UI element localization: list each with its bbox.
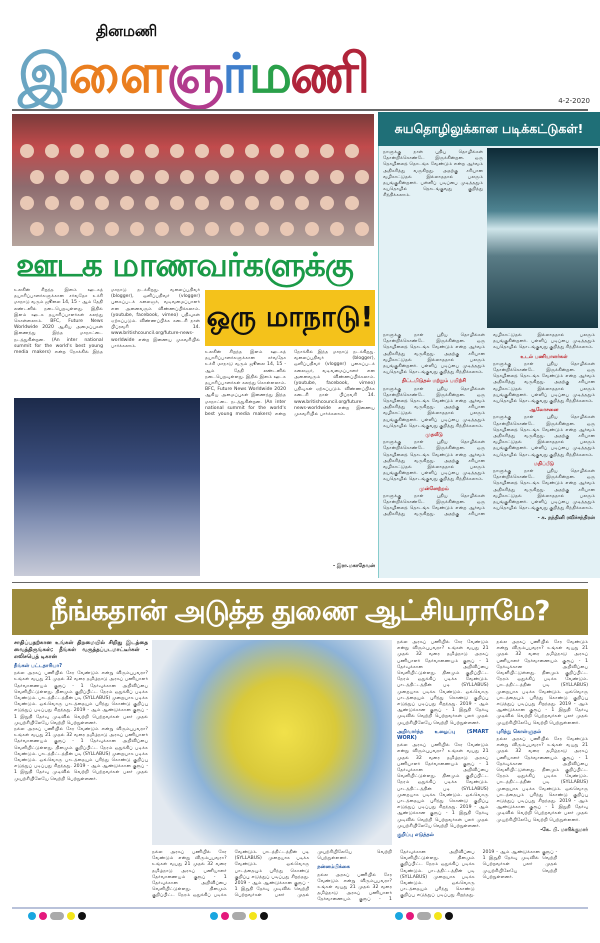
story2-subhead: ஆலோசனை — [529, 407, 559, 414]
audience-member — [80, 170, 94, 184]
story2-subhead: முதலீடு — [425, 432, 443, 439]
logo-letter: ம — [248, 42, 291, 105]
audience-member — [280, 222, 294, 236]
audience-member — [80, 222, 94, 236]
story3-quote: சாதிப்பதற்கான உங்கள் திறமையில் சிறிது இடத்தை வைத்திருங்கள்; நீங்கள் வருத்தப்படமாட்டீர்கள் - எலிசபெத் டிகான் — [14, 640, 148, 660]
registration-dot — [28, 912, 36, 920]
section-divider — [12, 582, 588, 583]
registration-dot — [395, 912, 403, 920]
audience-member — [45, 144, 59, 158]
story1-body-b: உலகின் சிறந்த இளம் ஊடகத் தயாரிப்பாளர்களுக்கான சர்வதேச உச்சி மாநாடு வரும் ஜூலை 14, 15 - ஆம் தேதி லண்டனில் நடைபெறவுள்ளது. இதில் இளம் ஊடக தயாரிப்பாளர்கள் கலந்து கொள்ளலாம். BFC, Future News Worldwide 2020 ஆகிய அமைப்புகள் இணைந்து இந்த மாநாட்டை நடத்துகின்றன. (An inter national summit for the world's best young media makers) என்ற நோக்கில் இந்த மாநாடு நடக்கிறது. வலைப்பதிவர் (blogger), ஒளிப்பதிவர் (vlogger) புகைப்படக் கலைஞர், வடிவமைப்பாளர் என அனைவரும் விண்ணப்பிக்கலாம். (youtube, facebook, vimeo) பதிவுகள் ஏற்கப்படும். விண்ணப்பிக்க கடைசி நாள் பிப்ரவரி 14. www.britishcouncil.org/future-news-worldwide என்ற இணைய முகவரியில் பார்க்கலாம். — [205, 350, 375, 418]
registration-dot — [50, 912, 64, 920]
story2-columns — [383, 333, 595, 573]
audience-member — [55, 222, 69, 236]
audience-member — [305, 222, 319, 236]
registration-dot — [406, 912, 414, 920]
audience-member — [345, 196, 359, 210]
registration-marks — [395, 912, 453, 920]
audience-member — [230, 170, 244, 184]
story2-body-a: நாளுக்கு நாள் புதிய தொழில்கள் தோன்றிக்கொண்டே இருக்கின்றன. ஒரு தொழிலைத் தொடங்க வேண்டும் என்ற ஆர்வம் அதிகரித்து வருகிறது. அதற்கு சரியான வழிகாட்டுதல் இல்லாததால் பலரும் தயங்குகின்றனர். பள்ளிப் படிப்பை முடித்ததும் சுயதொழில் தொடங்குவது குறித்து சிந்திக்கலாம். — [383, 150, 483, 199]
story2-para: நாளுக்கு நாள் புதிய தொழில்கள் தோன்றிக்கொண்டே இருக்கின்றன. ஒரு தொழிலைத் தொடங்க வேண்டும் என்ற ஆர்வம் அதிகரித்து வருகிறது. அதற்கு சரியான வழிகாட்டுதல் இல்லாததால் பலரும் தயங்குகின்றனர். பள்ளிப் படிப்பை முடித்ததும் சுயதொழில் தொடங்குவது குறித்து சிந்திக்கலாம். — [383, 333, 595, 518]
logo-letter: ளை — [68, 42, 167, 105]
audience-member — [155, 222, 169, 236]
audience-member — [345, 144, 359, 158]
story3-byline: -கே. பி. மாரிக்குமார் — [540, 826, 588, 833]
audience-member — [45, 196, 59, 210]
logo-letter: ணி — [290, 42, 369, 105]
registration-dot — [260, 912, 268, 920]
story1-headline: ஊடக மாணவர்களுக்கு — [16, 245, 353, 284]
audience-member — [255, 170, 269, 184]
story3-under-image — [152, 850, 558, 905]
story3-subhead: அறிவார்ந்த உழைப்பு (SMART WORK) — [397, 728, 489, 742]
publisher-name: தினமணி — [96, 22, 158, 40]
story3-right-columns — [397, 640, 588, 905]
story3-para: நல்ல அரசுப் பணியில் சேர வேண்டும் என்று விரும்புபவரா? உங்கள் வயது 21 முதல் 32 வரை தமிழ்நாடு அரசுப் பணியாளர் தேர்வாணையம் குரூப் - 1 தேர்வுக்கான அறிவிப்பை வெளியிட்டுள்ளது. தினமும் குறிப்பிட்ட நேரம் ஒதுக்கிப் படிக்க வேண்டும். பாடத்திட்டத்தின் படி (SYLLABUS) முறையாக படிக்க வேண்டும். ஒவ்வொரு பாடத்தையும் புரிந்து கொண்டு குறிப்பு எடுத்துப் படிப்பது சிறந்தது. 2019 - ஆம் ஆண்டுக்கான குரூப் - 1 இறுதி தேர்வு முடிவில் வெற்றி பெற்றவர்கள் பலர் முதல் முயற்சியிலேயே வெற்றி பெற்றுள்ளனர். — [317, 850, 558, 903]
logo-letter: ஞ — [166, 42, 223, 105]
story2-para: நாளுக்கு நாள் புதிய தொழில்கள் தோன்றிக்கொண்டே இருக்கின்றன. ஒரு தொழிலைத் தொடங்க வேண்டும் என்ற ஆர்வம் அதிகரித்து வருகிறது. அதற்கு சரியான வழிகாட்டுதல் இல்லாததால் பலரும் தயங்குகின்றனர். பள்ளிப் படிப்பை முடித்ததும் சுயதொழில் தொடங்குவது குறித்து சிந்திக்கலாம். — [493, 361, 595, 405]
registration-dot — [67, 912, 75, 920]
audience-member — [145, 196, 159, 210]
story3-para: நல்ல அரசுப் பணியில் சேர வேண்டும் என்று விரும்புபவரா? உங்கள் வயது 21 முதல் 32 வரை தமிழ்நாடு அரசுப் பணியாளர் தேர்வாணையம் குரூப் - 1 தேர்வுக்கான அறிவிப்பை வெளியிட்டுள்ளது. தினமும் குறிப்பிட்ட நேரம் ஒதுக்கிப் படிக்க வேண்டும். பாடத்திட்டத்தின் படி (SYLLABUS) முறையாக படிக்க வேண்டும். ஒவ்வொரு பாடத்தையும் புரிந்து கொண்டு குறிப்பு எடுத்துப் படிப்பது சிறந்தது. 2019 - ஆம் ஆண்டுக்கான குரூப் - 1 இறுதி தேர்வு முடிவில் வெற்றி பெற்றவர்கள் பலர் முதல் முயற்சியிலேயே வெற்றி பெற்றுள்ளனர். — [496, 640, 588, 726]
audience-member — [255, 222, 269, 236]
registration-dot — [232, 912, 246, 920]
audience-member — [130, 222, 144, 236]
registration-marks — [28, 912, 86, 920]
audience-member — [330, 170, 344, 184]
conference-audience-photo — [12, 114, 374, 246]
logo-letter: இ — [18, 42, 69, 105]
registration-dot — [39, 912, 47, 920]
book-illustration — [152, 640, 392, 845]
audience-member — [205, 222, 219, 236]
audience-member — [95, 144, 109, 158]
story2-byline: - க. நந்தினி ரவிச்சந்திரன் — [537, 515, 595, 522]
audience-member — [170, 196, 184, 210]
audience-member — [30, 170, 44, 184]
issue-date: 4-2-2020 — [558, 97, 590, 105]
registration-dot — [249, 912, 257, 920]
story3-para: நல்ல அரசுப் பணியில் சேர வேண்டும் என்று விரும்புபவரா? உங்கள் வயது 21 முதல் 32 வரை தமிழ்நாடு அரசுப் பணியாளர் தேர்வாணையம் குரூப் - 1 தேர்வுக்கான அறிவிப்பை வெளியிட்டுள்ளது. தினமும் குறிப்பிட்ட நேரம் ஒதுக்கிப் படிக்க வேண்டும். பாடத்திட்டத்தின் படி (SYLLABUS) முறையாக படிக்க வேண்டும். ஒவ்வொரு பாடத்தையும் புரிந்து கொண்டு குறிப்பு எடுத்துப் படிப்பது சிறந்தது. 2019 - ஆம் ஆண்டுக்கான குரூப் - 1 இறுதி தேர்வு முடிவில் வெற்றி பெற்றவர்கள் பலர் முதல் முயற்சியிலேயே வெற்றி பெற்றுள்ளனர். — [397, 640, 489, 726]
logo-letter: ர் — [222, 42, 249, 105]
audience-member — [320, 144, 334, 158]
audience-member — [105, 222, 119, 236]
story2-para: நாளுக்கு நாள் புதிய தொழில்கள் தோன்றிக்கொண்டே இருக்கின்றன. ஒரு தொழிலைத் தொடங்க வேண்டும் என்ற ஆர்வம் அதிகரித்து வருகிறது. அதற்கு சரியான வழிகாட்டுதல் இல்லாததால் பலரும் தயங்குகின்றனர். பள்ளிப் படிப்பை முடித்ததும் சுயதொழில் தொடங்குவது குறித்து சிந்திக்கலாம். — [383, 333, 485, 376]
audience-member — [280, 170, 294, 184]
audience-member — [305, 170, 319, 184]
story1-byline: - இரா.மகாதேவன் — [332, 563, 375, 569]
registration-dot — [221, 912, 229, 920]
story3-subhead: நீங்கள் பட்டதாரியா? — [14, 663, 62, 669]
audience-member — [230, 222, 244, 236]
audience-member — [195, 144, 209, 158]
masthead-logo — [18, 44, 368, 104]
audience-member — [295, 196, 309, 210]
footer-divider — [12, 907, 588, 909]
audience-member — [355, 170, 369, 184]
story2-subhead: முன்னேற்றம் — [419, 485, 449, 492]
audience-member — [120, 196, 134, 210]
audience-member — [70, 144, 84, 158]
story1-body-a: உலகின் சிறந்த இளம் ஊடகத் தயாரிப்பாளர்களுக்கான சர்வதேச உச்சி மாநாடு வரும் ஜூலை 14, 15 - ஆம் தேதி லண்டனில் நடைபெறவுள்ளது. இதில் இளம் ஊடக தயாரிப்பாளர்கள் கலந்து கொள்ளலாம். BFC, Future News Worldwide 2020 ஆகிய அமைப்புகள் இணைந்து இந்த மாநாட்டை நடத்துகின்றன. (An inter national summit for the world's best young media makers) என்ற நோக்கில் இந்த மாநாடு நடக்கிறது. வலைப்பதிவர் (blogger), ஒளிப்பதிவர் (vlogger) புகைப்படக் கலைஞர், வடிவமைப்பாளர் என அனைவரும் விண்ணப்பிக்கலாம். (youtube, facebook, vimeo) பதிவுகள் ஏற்கப்படும். விண்ணப்பிக்க கடைசி நாள் பிப்ரவரி 14. www.britishcouncil.org/future-news-worldwide என்ற இணைய முகவரியில் பார்க்கலாம். — [14, 288, 200, 356]
story2-headline: சுயதொழிலுக்கான படிக்கட்டுகள்! — [378, 112, 600, 146]
story2-subhead: திட்டமிடுதல் மற்றும் பயிற்சி — [401, 378, 467, 385]
audience-member — [155, 170, 169, 184]
story2-subhead: உடல் பணியாளர்கள் — [520, 353, 568, 360]
audience-member — [355, 222, 369, 236]
story2-para: நாளுக்கு நாள் புதிய தொழில்கள் தோன்றிக்கொண்டே இருக்கின்றன. ஒரு தொழிலைத் தொடங்க வேண்டும் என்ற ஆர்வம் அதிகரித்து வருகிறது. அதற்கு சரியான வழிகாட்டுதல் இல்லாததால் பலரும் தயங்குகின்றனர். பள்ளிப் படிப்பை முடித்ததும் சுயதொழில் தொடங்குவது குறித்து சிந்திக்கலாம். — [493, 415, 595, 458]
story3-headline: நீங்கதான் அடுத்த துணை ஆட்சியராமே? — [12, 589, 588, 635]
audience-member — [20, 144, 34, 158]
audience-member — [270, 144, 284, 158]
story1-highlight: ஒரு மாநாடு! — [205, 290, 375, 346]
audience-member — [330, 222, 344, 236]
registration-dot — [417, 912, 431, 920]
registration-dot — [445, 912, 453, 920]
masthead-divider — [12, 109, 588, 111]
audience-member — [295, 144, 309, 158]
story3-para: நல்ல அரசுப் பணியில் சேர வேண்டும் என்று விரும்புபவரா? உங்கள் வயது 21 முதல் 32 வரை தமிழ்நாடு அரசுப் பணியாளர் தேர்வாணையம் குரூப் - 1 தேர்வுக்கான அறிவிப்பை வெளியிட்டுள்ளது. தினமும் குறிப்பிட்ட நேரம் ஒதுக்கிப் படிக்க வேண்டும். பாடத்திட்டத்தின் படி (SYLLABUS) முறையாக படிக்க வேண்டும். ஒவ்வொரு பாடத்தையும் புரிந்து கொண்டு குறிப்பு எடுத்துப் படிப்பது சிறந்தது. 2019 - ஆம் ஆண்டுக்கான குரூப் - 1 இறுதி தேர்வு முடிவில் வெற்றி பெற்றவர்கள் பலர் முதல் முயற்சியிலேயே வெற்றி பெற்றுள்ளனர். — [152, 850, 392, 899]
audience-member — [180, 222, 194, 236]
audience-member — [120, 144, 134, 158]
audience-member — [130, 170, 144, 184]
audience-member — [105, 170, 119, 184]
audience-member — [30, 222, 44, 236]
registration-dot — [210, 912, 218, 920]
audience-member — [195, 196, 209, 210]
story2-para: நாளுக்கு நாள் புதிய தொழில்கள் தோன்றிக்கொண்டே இருக்கின்றன. ஒரு தொழிலைத் தொடங்க வேண்டும் என்ற ஆர்வம் அதிகரித்து வருகிறது. அதற்கு சரியான வழிகாட்டுதல் இல்லாததால் பலரும் தயங்குகின்றனர். பள்ளிப் படிப்பை முடித்ததும் சுயதொழில் தொடங்குவது குறித்து சிந்திக்கலாம். — [493, 469, 595, 512]
story3-para: நல்ல அரசுப் பணியில் சேர வேண்டும் என்று விரும்புபவரா? உங்கள் வயது 21 முதல் 32 வரை தமிழ்நாடு அரசுப் பணியாளர் தேர்வாணையம் குரூப் - 1 தேர்வுக்கான அறிவிப்பை வெளியிட்டுள்ளது. தினமும் குறிப்பிட்ட நேரம் ஒதுக்கிப் படிக்க வேண்டும். பாடத்திட்டத்தின் படி (SYLLABUS) முறையாக படிக்க வேண்டும். ஒவ்வொரு பாடத்தையும் புரிந்து கொண்டு குறிப்பு எடுத்துப் படிப்பது சிறந்தது. 2019 - ஆம் ஆண்டுக்கான குரூப் - 1 இறுதி தேர்வு முடிவில் வெற்றி பெற்றவர்கள் பலர் முதல் முயற்சியிலேயே வெற்றி பெற்றுள்ளனர். — [496, 737, 588, 823]
story3-subhead: குறிப்பு எடுத்தல் — [397, 832, 434, 839]
audience-member — [95, 196, 109, 210]
story3-subhead: புரிந்து கொள்ளுதல் — [496, 728, 542, 735]
audience-member — [245, 196, 259, 210]
registration-marks — [210, 912, 268, 920]
audience-member — [170, 144, 184, 158]
night-lantern-photo — [14, 398, 200, 576]
audience-member — [55, 170, 69, 184]
story3-col1 — [14, 640, 148, 905]
story3-para: நல்ல அரசுப் பணியில் சேர வேண்டும் என்று விரும்புபவரா? உங்கள் வயது 21 முதல் 32 வரை தமிழ்நாடு அரசுப் பணியாளர் தேர்வாணையம் குரூப் - 1 தேர்வுக்கான அறிவிப்பை வெளியிட்டுள்ளது. தினமும் குறிப்பிட்ட நேரம் ஒதுக்கிப் படிக்க வேண்டும். பாடத்திட்டத்தின் படி (SYLLABUS) முறையாக படிக்க வேண்டும். ஒவ்வொரு பாடத்தையும் புரிந்து கொண்டு குறிப்பு எடுத்துப் படிப்பது சிறந்தது. 2019 - ஆம் ஆண்டுக்கான குரூப் - 1 இறுதி தேர்வு முடிவில் வெற்றி பெற்றவர்கள் பலர் முதல் முயற்சியிலேயே வெற்றி பெற்றுள்ளனர். — [14, 727, 148, 782]
audience-member — [145, 144, 159, 158]
story2-para: நாளுக்கு நாள் புதிய தொழில்கள் தோன்றிக்கொண்டே இருக்கின்றன. ஒரு தொழிலைத் தொடங்க வேண்டும் என்ற ஆர்வம் அதிகரித்து வருகிறது. அதற்கு சரியான வழிகாட்டுதல் இல்லாததால் பலரும் தயங்குகின்றனர். பள்ளிப் படிப்பை முடித்ததும் சுயதொழில் தொடங்குவது குறித்து சிந்திக்கலாம். — [383, 440, 485, 483]
audience-member — [70, 196, 84, 210]
story3-para: நல்ல அரசுப் பணியில் சேர வேண்டும் என்று விரும்புபவரா? உங்கள் வயது 21 முதல் 32 வரை தமிழ்நாடு அரசுப் பணியாளர் தேர்வாணையம் குரூப் - 1 தேர்வுக்கான அறிவிப்பை வெளியிட்டுள்ளது. தினமும் குறிப்பிட்ட நேரம் ஒதுக்கிப் படிக்க வேண்டும். பாடத்திட்டத்தின் படி (SYLLABUS) முறையாக படிக்க வேண்டும். ஒவ்வொரு பாடத்தையும் புரிந்து கொண்டு குறிப்பு எடுத்துப் படிப்பது சிறந்தது. 2019 - ஆம் ஆண்டுக்கான குரூப் - 1 இறுதி தேர்வு முடிவில் வெற்றி பெற்றவர்கள் பலர் முதல் முயற்சியிலேயே வெற்றி பெற்றுள்ளனர். — [397, 743, 489, 829]
audience-member — [20, 196, 34, 210]
registration-dot — [434, 912, 442, 920]
audience-member — [320, 196, 334, 210]
audience-member — [220, 196, 234, 210]
audience-member — [180, 170, 194, 184]
story3-para: நல்ல அரசுப் பணியில் சேர வேண்டும் என்று விரும்புபவரா? உங்கள் வயது 21 முதல் 32 வரை தமிழ்நாடு அரசுப் பணியாளர் தேர்வாணையம் குரூப் - 1 தேர்வுக்கான அறிவிப்பை வெளியிட்டுள்ளது. தினமும் குறிப்பிட்ட நேரம் ஒதுக்கிப் படிக்க வேண்டும். பாடத்திட்டத்தின் படி (SYLLABUS) முறையாக படிக்க வேண்டும். ஒவ்வொரு பாடத்தையும் புரிந்து கொண்டு குறிப்பு எடுத்துப் படிப்பது சிறந்தது. 2019 - ஆம் ஆண்டுக்கான குரூப் - 1 இறுதி தேர்வு முடிவில் வெற்றி பெற்றவர்கள் பலர் முதல் முயற்சியிலேயே வெற்றி பெற்றுள்ளனர். — [14, 671, 148, 726]
audience-member — [220, 144, 234, 158]
story3-subhead: நன்னம்பிக்கை — [317, 864, 350, 871]
audience-member — [245, 144, 259, 158]
registration-dot — [78, 912, 86, 920]
story2-para: நாளுக்கு நாள் புதிய தொழில்கள் தோன்றிக்கொண்டே இருக்கின்றன. ஒரு தொழிலைத் தொடங்க வேண்டும் என்ற ஆர்வம் அதிகரித்து வருகிறது. அதற்கு சரியான வழிகாட்டுதல் இல்லாததால் பலரும் தயங்குகின்றனர். பள்ளிப் படிப்பை முடித்ததும் சுயதொழில் தொடங்குவது குறித்து சிந்திக்கலாம். — [383, 386, 485, 429]
audience-member — [270, 196, 284, 210]
audience-member — [205, 170, 219, 184]
stairs-photo — [487, 148, 598, 328]
story2-subhead: மதிப்பீடு — [533, 460, 555, 467]
